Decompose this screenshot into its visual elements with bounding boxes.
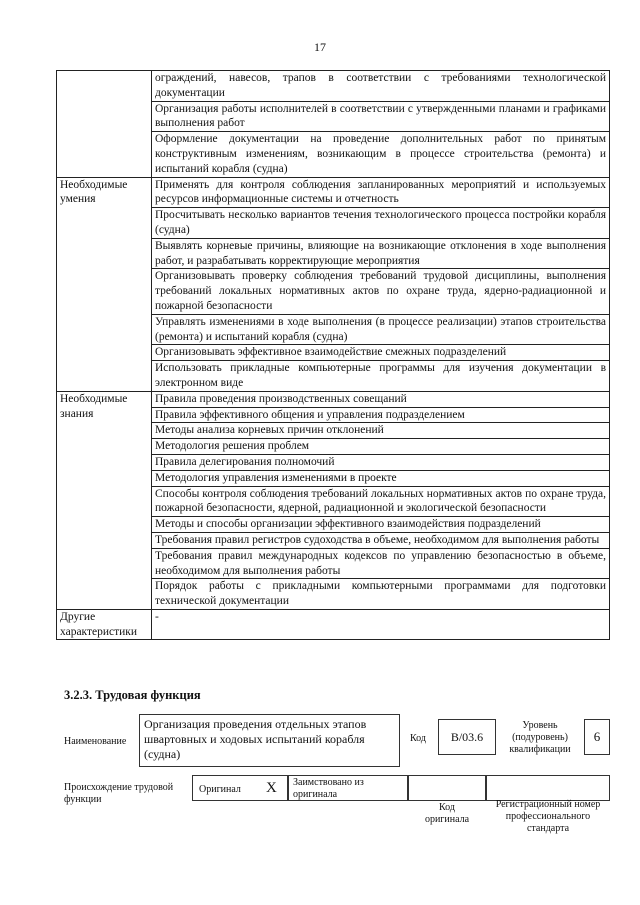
requirement-item: Методы и способы организации эффективного взаимодействия подразделений (152, 517, 610, 533)
page-number: 17 (314, 40, 326, 54)
requirement-item: Управлять изменениями в ходе выполнения (в процессе реализации) этапов строительства (ремонта) и испытаний корабля (судна) (152, 314, 610, 345)
name-box (139, 714, 400, 767)
requirement-item: Правила эффективного общения и управления подразделением (152, 407, 610, 423)
table-row (57, 391, 610, 407)
section-title: 3.2.3. Трудовая функция (64, 688, 201, 702)
requirement-item: ограждений, навесов, трапов в соответствии с требованиями технологической документации (152, 71, 610, 102)
level-label: Уровень (подуровень) квалификации (509, 720, 571, 755)
requirement-item: Правила проведения производственных совещаний (152, 391, 610, 407)
requirement-item: Просчитывать несколько вариантов течения технологического процесса постройки корабля (судна) (152, 208, 610, 239)
requirement-item: Использовать прикладные компьютерные программы для изучения документации в электронном виде (152, 361, 610, 392)
requirement-item: Методы анализа корневых причин отклонений (152, 423, 610, 439)
row-group-label: Необходимые знания (57, 391, 152, 609)
reg-number-box (486, 775, 610, 801)
level-box (584, 719, 610, 755)
borrowed-box (288, 775, 408, 801)
requirement-item: Требования правил международных кодексов по управлению безопасностью в объеме, необходимом для выполнения работы (152, 548, 610, 579)
table-row (57, 609, 610, 640)
requirement-item: Оформление документации на проведение дополнительных работ по принятым конструктивным изменениям, возникающим в процессе строительства (ремонта) и испытаний корабля (судна) (152, 132, 610, 177)
requirement-item: Выявлять корневые причины, влияющие на возникающие отклонения в ходе выполнения работ, и разрабатывать корректирующие мероприятия (152, 238, 610, 269)
requirement-item: Организация работы исполнителей в соответствии с утвержденными планами и графиками выполнения работ (152, 101, 610, 132)
requirement-item: Порядок работы с прикладными компьютерными программами для подготовки технической документации (152, 579, 610, 610)
code-box (438, 719, 496, 755)
requirement-item: Организовывать эффективное взаимодействие смежных подразделений (152, 345, 610, 361)
row-group-label: Необходимые умения (57, 177, 152, 391)
code-original-label: Код оригинала (424, 802, 470, 825)
original-label: Оригинал (199, 784, 241, 795)
table-row (57, 71, 610, 102)
origin-label: Происхождение трудовой функции (64, 782, 174, 805)
requirement-item: Правила делегирования полномочий (152, 454, 610, 470)
table-row (57, 177, 610, 208)
original-box (192, 775, 288, 801)
requirement-item: - (152, 609, 610, 640)
requirements-table (56, 70, 610, 640)
requirement-item: Методология управления изменениями в проекте (152, 470, 610, 486)
row-group-label (57, 71, 152, 178)
code-original-box (408, 775, 486, 801)
code-label: Код (410, 733, 426, 744)
requirement-item: Способы контроля соблюдения требований локальных нормативных актов по охране труда, пожарной безопасности, ядерной, радиационной и экологической безопасности (152, 486, 610, 517)
reg-number-label: Регистрационный номер профессионального стандарта (495, 799, 601, 834)
name-label: Наименование (64, 736, 127, 747)
function-name: Организация проведения отдельных этапов швартовных и ходовых испытаний корабля (судна) (144, 717, 367, 761)
requirement-item: Методология решения проблем (152, 439, 610, 455)
borrowed-label: Заимствовано из оригинала (293, 777, 364, 800)
code-value: B/03.6 (450, 730, 484, 744)
row-group-label: Другие характеристики (57, 609, 152, 640)
requirement-item: Организовывать проверку соблюдения требований трудовой дисциплины, выполнения требований локальных нормативных актов по охране труда, ядерно-радиационной и пожарной безопасности (152, 269, 610, 314)
requirement-item: Применять для контроля соблюдения запланированных мероприятий и используемых ресурсов информационные системы и отчетность (152, 177, 610, 208)
original-mark: X (266, 780, 277, 796)
level-value: 6 (593, 729, 601, 744)
requirement-item: Требования правил регистров судоходства в объеме, необходимом для выполнения работы (152, 532, 610, 548)
